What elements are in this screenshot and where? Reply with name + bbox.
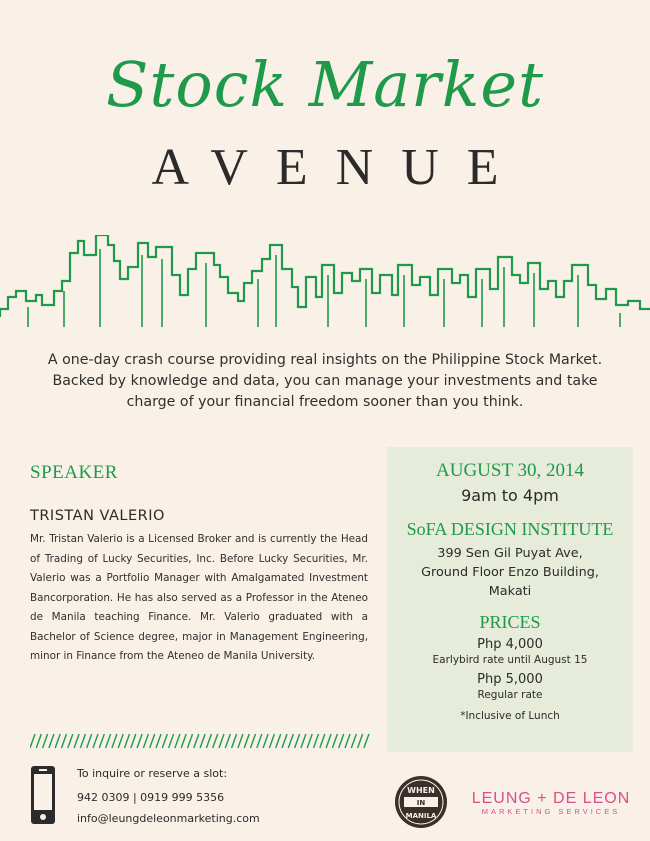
hatch-stroke xyxy=(269,734,274,748)
hatch-stroke xyxy=(345,734,350,748)
skyline-illustration xyxy=(0,235,650,330)
hatch-stroke xyxy=(30,734,35,748)
hatch-stroke xyxy=(106,734,111,748)
intro-text: A one-day crash course providing real insights on the Philippine Stock Market. Backed by knowledge and data, you can manage your investments and take charge of your financial freedom sooner than you think. xyxy=(47,352,603,410)
hatch-stroke xyxy=(99,734,104,748)
hatch-stroke xyxy=(257,734,262,748)
hatch-stroke xyxy=(225,734,230,748)
hatch-stroke xyxy=(263,734,268,748)
partner-name: LEUNG + DE LEON xyxy=(471,790,631,807)
hatch-stroke xyxy=(36,734,41,748)
event-date: AUGUST 30, 2014 xyxy=(436,460,584,481)
hatch-stroke xyxy=(251,734,256,748)
hatch-stroke xyxy=(43,734,48,748)
hatch-stroke xyxy=(150,734,155,748)
hatch-stroke xyxy=(351,734,356,748)
hatch-stroke xyxy=(175,734,180,748)
hatch-stroke xyxy=(364,734,369,748)
contact-email[interactable]: info@leungdeleonmarketing.com xyxy=(77,812,260,825)
hatch-stroke xyxy=(213,734,218,748)
hatch-stroke xyxy=(244,734,249,748)
event-venue: SoFA DESIGN INSTITUTE xyxy=(406,519,614,539)
price-regular-note: Regular rate xyxy=(477,689,543,701)
address-line-2: Ground Floor Enzo Building, xyxy=(421,565,599,580)
hatch-stroke xyxy=(156,734,161,748)
price-earlybird-note: Earlybird rate until August 15 xyxy=(432,654,588,666)
address-line-3: Makati xyxy=(488,584,532,599)
hatch-stroke xyxy=(87,734,92,748)
hatch-stroke xyxy=(62,734,67,748)
hatch-stroke xyxy=(314,734,319,748)
hatch-stroke xyxy=(358,734,363,748)
price-regular: Php 5,000 xyxy=(477,672,543,687)
hatch-stroke xyxy=(169,734,174,748)
address-line-1: 399 Sen Gil Puyat Ave, xyxy=(437,546,583,561)
partner-services: MARKETING SERVICES xyxy=(481,807,621,816)
hatch-stroke xyxy=(181,734,186,748)
hatch-stroke xyxy=(118,734,123,748)
hatch-stroke xyxy=(288,734,293,748)
title-script: Stock Market xyxy=(106,48,544,121)
hatch-stroke xyxy=(232,734,237,748)
title-avenue: AVENUE xyxy=(151,139,527,196)
speaker-heading: SPEAKER xyxy=(30,462,118,483)
hatch-stroke xyxy=(307,734,312,748)
hatch-stroke xyxy=(219,734,224,748)
speaker-name: TRISTAN VALERIO xyxy=(30,508,165,524)
hatch-stroke xyxy=(125,734,130,748)
hatch-stroke xyxy=(74,734,79,748)
hatch-stroke xyxy=(282,734,287,748)
hatch-stroke xyxy=(80,734,85,748)
hatch-stroke xyxy=(295,734,300,748)
hatch-stroke xyxy=(112,734,117,748)
event-details-panel xyxy=(387,447,633,752)
hatch-stroke xyxy=(332,734,337,748)
logo-when-text: WHEN xyxy=(407,786,435,795)
hatch-stroke xyxy=(93,734,98,748)
hatch-stroke xyxy=(49,734,54,748)
hatch-stroke xyxy=(194,734,199,748)
hatch-stroke xyxy=(55,734,60,748)
contact-block xyxy=(77,763,260,829)
contact-phones[interactable]: 942 0309 | 0919 999 5356 xyxy=(77,791,225,804)
speaker-bio: Mr. Tristan Valerio is a Licensed Broker and is currently the Head of Trading of Lucky Securities, Inc. Before Lucky Securities, Mr. Valerio was a Portfolio Manager with Amalgamated Investment Bancorporation. He has also served as a Professor in the Ateneo de Manila teaching Finance. Mr. Valerio graduated with a Bachelor of Science degree, major in Management Engineering, minor in Finance from the Ateneo de Manila University. xyxy=(30,533,368,662)
hatch-stroke xyxy=(68,734,73,748)
event-address xyxy=(387,544,633,601)
hatch-stroke xyxy=(131,734,136,748)
hatch-stroke xyxy=(200,734,205,748)
hatch-stroke xyxy=(188,734,193,748)
hatch-stroke xyxy=(301,734,306,748)
hatch-stroke xyxy=(320,734,325,748)
hatch-stroke xyxy=(162,734,167,748)
lunch-note: *Inclusive of Lunch xyxy=(460,710,560,722)
logo-in-text: IN xyxy=(416,799,426,807)
hatch-stroke xyxy=(339,734,344,748)
hatch-stroke xyxy=(276,734,281,748)
logo-manila-text: MANILA xyxy=(405,812,437,820)
contact-lead: To inquire or reserve a slot: xyxy=(77,767,228,780)
leung-de-leon-logo xyxy=(471,790,631,816)
hatch-stroke xyxy=(137,734,142,748)
prices-heading: PRICES xyxy=(479,612,541,632)
event-time: 9am to 4pm xyxy=(461,486,559,505)
when-in-manila-logo xyxy=(394,775,448,829)
hatch-stroke xyxy=(326,734,331,748)
price-earlybird: Php 4,000 xyxy=(477,637,543,652)
hatch-divider xyxy=(30,733,370,749)
phone-icon xyxy=(31,766,55,824)
hatch-stroke xyxy=(143,734,148,748)
hatch-stroke xyxy=(206,734,211,748)
hatch-stroke xyxy=(238,734,243,748)
